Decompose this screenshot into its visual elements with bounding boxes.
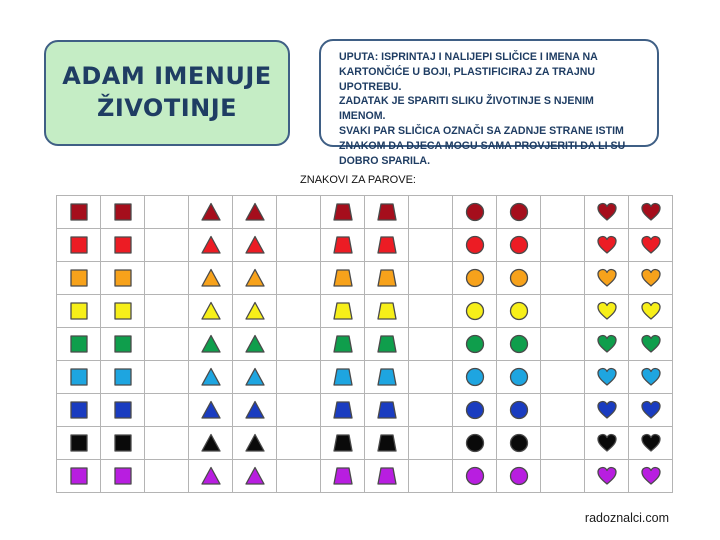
empty-cell (409, 460, 453, 493)
circle-icon (465, 301, 485, 321)
empty-cell (277, 361, 321, 394)
symbol-cell (497, 262, 541, 295)
symbol-cell (321, 460, 365, 493)
symbol-cell (453, 262, 497, 295)
symbol-cell (453, 460, 497, 493)
empty-cell (409, 394, 453, 427)
symbol-cell (365, 427, 409, 460)
empty-cell (145, 328, 189, 361)
trapezoid-icon (377, 433, 397, 453)
circle-icon (465, 367, 485, 387)
square-icon (69, 466, 89, 486)
circle-icon (465, 334, 485, 354)
empty-cell (277, 328, 321, 361)
square-icon (69, 367, 89, 387)
symbol-cell (189, 295, 233, 328)
square-icon (113, 268, 133, 288)
symbol-cell (365, 262, 409, 295)
grid-row (57, 328, 673, 361)
heart-icon (641, 400, 661, 420)
symbol-cell (233, 295, 277, 328)
trapezoid-icon (377, 400, 397, 420)
symbol-cell (585, 295, 629, 328)
heart-icon (597, 466, 617, 486)
heart-icon (597, 367, 617, 387)
symbol-cell (101, 262, 145, 295)
heart-icon (597, 334, 617, 354)
empty-cell (145, 229, 189, 262)
grid-row (57, 262, 673, 295)
triangle-icon (201, 367, 221, 387)
triangle-icon (245, 268, 265, 288)
symbol-cell (365, 328, 409, 361)
symbol-cell (57, 229, 101, 262)
heart-icon (641, 268, 661, 288)
symbol-cell (233, 394, 277, 427)
circle-icon (509, 433, 529, 453)
trapezoid-icon (333, 301, 353, 321)
square-icon (69, 268, 89, 288)
symbol-cell (365, 460, 409, 493)
symbol-cell (453, 229, 497, 262)
grid-row (57, 394, 673, 427)
empty-cell (145, 460, 189, 493)
symbol-cell (189, 328, 233, 361)
symbol-cell (365, 394, 409, 427)
heart-icon (641, 466, 661, 486)
triangle-icon (245, 235, 265, 255)
triangle-icon (201, 235, 221, 255)
square-icon (113, 367, 133, 387)
symbol-cell (497, 196, 541, 229)
circle-icon (465, 466, 485, 486)
empty-cell (145, 262, 189, 295)
symbol-cell (233, 262, 277, 295)
symbol-cell (57, 295, 101, 328)
heart-icon (641, 367, 661, 387)
symbol-cell (57, 196, 101, 229)
circle-icon (509, 235, 529, 255)
symbol-cell (453, 196, 497, 229)
empty-cell (541, 196, 585, 229)
symbol-cell (321, 196, 365, 229)
grid-row (57, 361, 673, 394)
symbol-cell (321, 295, 365, 328)
symbol-cell (57, 460, 101, 493)
instructions-box (319, 39, 659, 167)
trapezoid-icon (333, 334, 353, 354)
symbol-cell (365, 361, 409, 394)
empty-cell (277, 262, 321, 295)
symbol-cell (321, 328, 365, 361)
triangle-icon (201, 334, 221, 354)
heart-icon (641, 433, 661, 453)
symbol-cell (629, 361, 673, 394)
grid-row (57, 460, 673, 493)
triangle-icon (201, 400, 221, 420)
symbol-cell (453, 394, 497, 427)
triangle-icon (201, 466, 221, 486)
symbol-cell (233, 328, 277, 361)
symbol-cell (189, 361, 233, 394)
circle-icon (465, 433, 485, 453)
symbol-cell (497, 295, 541, 328)
empty-cell (277, 229, 321, 262)
square-icon (113, 334, 133, 354)
empty-cell (277, 196, 321, 229)
triangle-icon (245, 334, 265, 354)
square-icon (69, 202, 89, 222)
trapezoid-icon (377, 268, 397, 288)
empty-cell (541, 328, 585, 361)
instructions-text: UPUTA: ISPRINTAJ I NALIJEPI SLIČICE I IMENA NA KARTONČIĆE U BOJI, PLASTIFICIRAJ ZA TRAJNU UPOTREBU. ZADATAK JE SPARITI SLIKU ŽIVOTINJE S NJENIM IMENOM. SVAKI PAR SLIČICA OZNAČI SA ZADNJE STRANE ISTIM ZNAKOM DA DJECA MOGU SAMA PROVJERITI DA LI SU DOBRO SPARILA. (339, 51, 626, 167)
symbol-cell (189, 460, 233, 493)
symbol-cell (57, 328, 101, 361)
symbol-cell (321, 427, 365, 460)
empty-cell (409, 229, 453, 262)
symbol-cell (497, 460, 541, 493)
triangle-icon (245, 202, 265, 222)
empty-cell (541, 394, 585, 427)
trapezoid-icon (377, 301, 397, 321)
triangle-icon (245, 301, 265, 321)
symbol-cell (101, 394, 145, 427)
symbol-cell (189, 262, 233, 295)
empty-cell (541, 295, 585, 328)
symbol-cell (189, 427, 233, 460)
circle-icon (465, 268, 485, 288)
symbol-cell (453, 328, 497, 361)
symbol-cell (57, 394, 101, 427)
circle-icon (509, 202, 529, 222)
circle-icon (509, 268, 529, 288)
symbol-cell (453, 427, 497, 460)
symbol-cell (497, 427, 541, 460)
square-icon (113, 235, 133, 255)
symbol-cell (321, 394, 365, 427)
heart-icon (597, 268, 617, 288)
page-title: ADAM IMENUJE ŽIVOTINJE (62, 62, 272, 122)
symbol-cell (57, 361, 101, 394)
empty-cell (145, 295, 189, 328)
symbol-cell (101, 229, 145, 262)
symbol-cell (629, 427, 673, 460)
trapezoid-icon (333, 400, 353, 420)
trapezoid-icon (377, 367, 397, 387)
grid-row (57, 196, 673, 229)
empty-cell (145, 196, 189, 229)
trapezoid-icon (333, 433, 353, 453)
symbol-cell (585, 361, 629, 394)
symbol-cell (453, 361, 497, 394)
symbol-cell (57, 262, 101, 295)
symbol-cell (101, 295, 145, 328)
symbol-cell (189, 394, 233, 427)
square-icon (113, 301, 133, 321)
symbol-cell (233, 460, 277, 493)
triangle-icon (245, 400, 265, 420)
circle-icon (465, 202, 485, 222)
circle-icon (509, 334, 529, 354)
heart-icon (597, 400, 617, 420)
triangle-icon (245, 367, 265, 387)
trapezoid-icon (377, 466, 397, 486)
symbol-cell (585, 229, 629, 262)
empty-cell (409, 328, 453, 361)
symbol-cell (585, 427, 629, 460)
symbol-cell (629, 460, 673, 493)
empty-cell (541, 229, 585, 262)
empty-cell (277, 460, 321, 493)
empty-cell (541, 262, 585, 295)
title-box (44, 40, 290, 146)
grid-row (57, 427, 673, 460)
heart-icon (597, 433, 617, 453)
symbol-cell (101, 196, 145, 229)
symbol-cell (365, 229, 409, 262)
triangle-icon (201, 301, 221, 321)
square-icon (69, 400, 89, 420)
symbol-cell (233, 229, 277, 262)
circle-icon (509, 400, 529, 420)
trapezoid-icon (333, 202, 353, 222)
trapezoid-icon (377, 334, 397, 354)
triangle-icon (201, 202, 221, 222)
symbol-cell (189, 196, 233, 229)
square-icon (113, 466, 133, 486)
empty-cell (145, 361, 189, 394)
empty-cell (409, 262, 453, 295)
symbol-cell (585, 196, 629, 229)
symbol-cell (629, 262, 673, 295)
empty-cell (145, 427, 189, 460)
heart-icon (641, 301, 661, 321)
symbol-cell (629, 328, 673, 361)
symbol-cell (585, 460, 629, 493)
symbol-cell (321, 361, 365, 394)
trapezoid-icon (333, 268, 353, 288)
pairs-label: ZNAKOVI ZA PAROVE: (300, 174, 416, 186)
empty-cell (277, 394, 321, 427)
square-icon (69, 301, 89, 321)
symbol-cell (585, 394, 629, 427)
symbol-cell (233, 427, 277, 460)
symbol-cell (497, 394, 541, 427)
trapezoid-icon (333, 367, 353, 387)
symbol-cell (365, 196, 409, 229)
square-icon (69, 433, 89, 453)
grid-row (57, 229, 673, 262)
circle-icon (509, 367, 529, 387)
empty-cell (409, 295, 453, 328)
symbol-cell (585, 262, 629, 295)
trapezoid-icon (333, 235, 353, 255)
heart-icon (597, 235, 617, 255)
symbol-cell (101, 328, 145, 361)
empty-cell (277, 427, 321, 460)
symbol-cell (453, 295, 497, 328)
trapezoid-icon (333, 466, 353, 486)
symbol-cell (585, 328, 629, 361)
symbols-grid (56, 195, 673, 493)
heart-icon (597, 301, 617, 321)
symbol-cell (629, 394, 673, 427)
circle-icon (509, 301, 529, 321)
empty-cell (409, 427, 453, 460)
symbol-cell (189, 229, 233, 262)
empty-cell (277, 295, 321, 328)
empty-cell (541, 427, 585, 460)
credit-text: radoznalci.com (584, 511, 669, 525)
empty-cell (409, 196, 453, 229)
heart-icon (641, 235, 661, 255)
square-icon (113, 433, 133, 453)
symbol-cell (497, 229, 541, 262)
heart-icon (641, 334, 661, 354)
empty-cell (541, 361, 585, 394)
square-icon (113, 202, 133, 222)
symbol-cell (321, 262, 365, 295)
symbol-cell (101, 460, 145, 493)
square-icon (69, 235, 89, 255)
grid-row (57, 295, 673, 328)
symbol-cell (101, 361, 145, 394)
symbol-cell (321, 229, 365, 262)
triangle-icon (201, 268, 221, 288)
symbol-cell (629, 196, 673, 229)
symbol-cell (101, 427, 145, 460)
empty-cell (541, 460, 585, 493)
symbol-cell (233, 196, 277, 229)
circle-icon (465, 235, 485, 255)
symbol-cell (365, 295, 409, 328)
symbol-cell (629, 295, 673, 328)
circle-icon (509, 466, 529, 486)
triangle-icon (245, 466, 265, 486)
heart-icon (597, 202, 617, 222)
trapezoid-icon (377, 235, 397, 255)
square-icon (69, 334, 89, 354)
triangle-icon (201, 433, 221, 453)
symbol-cell (629, 229, 673, 262)
square-icon (113, 400, 133, 420)
symbol-cell (497, 361, 541, 394)
triangle-icon (245, 433, 265, 453)
heart-icon (641, 202, 661, 222)
symbol-cell (57, 427, 101, 460)
grid-body (57, 196, 673, 493)
circle-icon (465, 400, 485, 420)
trapezoid-icon (377, 202, 397, 222)
empty-cell (145, 394, 189, 427)
symbol-cell (233, 361, 277, 394)
symbol-cell (497, 328, 541, 361)
empty-cell (409, 361, 453, 394)
